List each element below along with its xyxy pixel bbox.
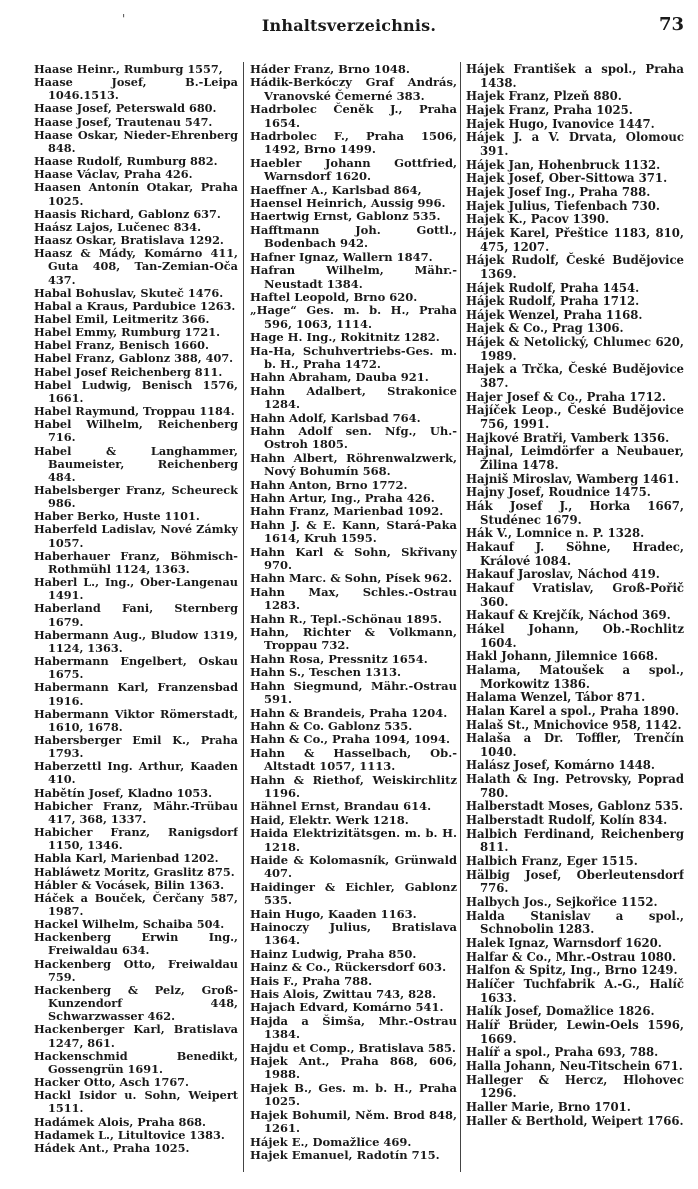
index-entry: Hadrbolec F., Praha 1506, 1492, Brno 1499.: [250, 129, 457, 157]
index-entry: Habal a Kraus, Pardubice 1263.: [34, 298, 236, 313]
index-entry: Hahn Siegmund, Mähr.-Ostrau 591.: [250, 678, 457, 707]
index-entry: Haasen Antonín Otakar, Praha 1025.: [34, 180, 238, 208]
index-entry: Haase Oskar, Nieder-Ehrenberg 848.: [34, 127, 238, 155]
index-entry: Ha-Ha, Schuhvertriebs-Ges. m. b. H., Praha 1472.: [250, 343, 457, 371]
index-entry: Habermann Aug., Bludow 1319, 1124, 1363.: [34, 627, 238, 655]
index-columns: [0, 63, 698, 1183]
index-entry: Hajach Edvard, Komárno 541.: [250, 1000, 444, 1015]
index-entry: Haase Heinr., Rumburg 1557,: [34, 63, 223, 76]
index-entry: Haase Josef, Trautenau 547.: [34, 114, 213, 129]
index-entry: Hahn & Brandeis, Praha 1204.: [250, 705, 448, 720]
index-entry: Hajek Bohumil, Něm. Brod 848, 1261.: [250, 1107, 457, 1136]
index-entry: Hák V., Lomnice n. P. 1328.: [466, 526, 645, 541]
index-entry: Hájek Rudolf, České Budějovice 1369.: [466, 253, 684, 281]
index-entry: Habicher Franz, Mähr.-Trübau 417, 368, 1337.: [34, 798, 238, 826]
index-entry: Habel Franz, Gablonz 388, 407.: [34, 351, 234, 366]
index-entry: Hájek Rudolf, Praha 1454.: [466, 280, 640, 295]
index-entry: Hahn Artur, Ing., Praha 426.: [250, 491, 435, 505]
index-entry: Hahn & Riethof, Weiskirchlitz 1196.: [250, 772, 457, 800]
index-entry: Hajnal, Leimdörfer a Neubauer, Žilina 1478.: [466, 444, 684, 473]
index-entry: Hakl Johann, Jilemnice 1668.: [466, 649, 659, 664]
index-entry: Haller Marie, Brno 1701.: [466, 1099, 631, 1114]
index-entry: Haensel Heinrich, Aussig 996.: [250, 196, 446, 211]
index-entry: Hackenberger Karl, Bratislava 1247, 861.: [34, 1022, 238, 1050]
index-entry: Hahn R., Tepl.-Schönau 1895.: [250, 611, 442, 626]
margin-mark: ': [122, 12, 126, 26]
index-entry: Haebler Johann Gottfried, Warnsdorf 1620.: [250, 155, 457, 184]
index-entry: Hahn Anton, Brno 1772.: [250, 477, 408, 492]
index-entry: Hájek Jan, Hohenbruck 1132.: [466, 157, 661, 172]
index-entry: Halíř Brüder, Lewin-Oels 1596, 1669.: [466, 1017, 684, 1046]
index-entry: Haid, Elektr. Werk 1218.: [250, 812, 409, 827]
index-entry: Hais F., Praha 788.: [250, 973, 373, 988]
index-entry: Hakauf Jaroslav, Náchod 419.: [466, 567, 660, 582]
index-entry: Hackenberg & Pelz, Groß-Kunzendorf 448, Schwarzwasser 462.: [34, 982, 238, 1024]
index-entry: Hajniš Miroslav, Wamberg 1461.: [466, 471, 679, 486]
index-entry: Hahn & Hasselbach, Ob.-Altstadt 1057, 1113.: [250, 745, 457, 774]
index-entry: Hain Hugo, Kaaden 1163.: [250, 906, 417, 921]
index-entry: Habermann Viktor Römerstadt, 1610, 1678.: [34, 706, 238, 734]
index-entry: Hahn Rosa, Pressnitz 1654.: [250, 651, 428, 666]
index-entry: Haber Berko, Huste 1101.: [34, 509, 200, 524]
index-entry: Hais Alois, Zwittau 743, 828.: [250, 987, 437, 1002]
index-entry: Hájek E., Domažlice 469.: [250, 1134, 412, 1149]
index-entry: Halbich Ferdinand, Reichenberg 811.: [466, 826, 684, 855]
index-entry: Hábler & Vocásek, Bilin 1363.: [34, 877, 225, 892]
index-entry: Hajek & Co., Prag 1306.: [466, 321, 624, 336]
index-entry: Hälbig Josef, Oberleutensdorf 776.: [466, 867, 684, 896]
index-entry: Hafftmann Joh. Gottl., Bodenbach 942.: [250, 222, 457, 251]
index-entry: Hák Josef J., Horka 1667, Studénec 1679.: [466, 499, 684, 527]
index-entry: Hádik-Berkóczy Graf András, Vranovské Čemerné 383.: [250, 75, 457, 103]
index-entry: Halda Stanislav a spol., Schnobolin 1283.: [466, 908, 684, 937]
index-entry: Habermann Karl, Franzensbad 1916.: [34, 680, 238, 708]
index-entry: Halan Karel a spol., Praha 1890.: [466, 703, 680, 718]
index-entry: Hahn Max, Schles.-Ostrau 1283.: [250, 584, 457, 613]
index-entry: Hahn Abraham, Dauba 921.: [250, 370, 429, 385]
index-entry: Háder Franz, Brno 1048.: [250, 63, 410, 76]
index-entry: Hájek Wenzel, Praha 1168.: [466, 307, 643, 322]
index-entry: Hahn Karl & Sohn, Skřivany 970.: [250, 544, 457, 573]
index-entry: Halaš St., Mnichovice 958, 1142.: [466, 717, 682, 732]
index-entry: Hajíček Leop., České Budějovice 756, 1991.: [466, 403, 684, 432]
index-entry: Hajek B., Ges. m. b. H., Praha 1025.: [250, 1080, 457, 1109]
index-entry: Haase Josef, Peterswald 680.: [34, 101, 217, 116]
index-entry: Habermann Engelbert, Oskau 1675.: [34, 654, 238, 682]
index-entry: Halíčer Tuchfabrik A.-G., Halíč 1633.: [466, 976, 684, 1005]
index-entry: Habel Emmy, Rumburg 1721.: [34, 325, 220, 340]
index-entry: Hackenschmid Benedikt, Gossengrün 1691.: [34, 1048, 238, 1076]
index-entry: Haasz & Mády, Komárno 411, Guta 408, Tan-Zemian-Oča 437.: [34, 246, 238, 287]
index-entry: Haberl L., Ing., Ober-Langenau 1491.: [34, 575, 238, 603]
index-entry: Hadámek Alois, Praha 868.: [34, 1114, 206, 1129]
index-entry: Halíř a spol., Praha 693, 788.: [466, 1045, 659, 1060]
index-entry: Hajek Emanuel, Radotín 715.: [250, 1147, 440, 1162]
index-entry: Hainz Ludwig, Praha 850.: [250, 946, 417, 961]
index-entry: Halberstadt Rudolf, Kolín 834.: [466, 813, 668, 828]
index-entry: Hajek K., Pacov 1390.: [466, 212, 610, 227]
index-column-2: [250, 63, 457, 1183]
index-entry: Halbich Franz, Eger 1515.: [466, 854, 638, 869]
index-column-1: [34, 63, 238, 1183]
index-entry: Haida Elektrizitätsgen. m. b. H. 1218.: [250, 826, 457, 854]
index-entry: Hajny Josef, Roudnice 1475.: [466, 485, 651, 500]
index-entry: Hahn, Richter & Volkmann, Troppau 732.: [250, 625, 457, 653]
index-entry: Hackenberg Otto, Freiwaldau 759.: [34, 956, 238, 984]
index-entry: Hájek Karel, Přeštice 1183, 810, 475, 1207.: [466, 225, 684, 254]
index-entry: Halama Wenzel, Tábor 871.: [466, 690, 646, 705]
index-entry: Halbych Jos., Sejkořice 1152.: [466, 895, 658, 910]
index-entry: Haberland Fani, Sternberg 1679.: [34, 601, 238, 629]
index-entry: Hájek František a spol., Praha 1438.: [466, 63, 684, 90]
index-entry: Hakauf J. Söhne, Hradec, Králové 1084.: [466, 539, 684, 568]
index-entry: Habel & Langhammer, Baumeister, Reichenberg 484.: [34, 443, 238, 484]
index-entry: Habal Bohuslav, Skuteč 1476.: [34, 285, 224, 300]
page-number: 73: [658, 14, 684, 35]
index-entry: Haasz Oskar, Bratislava 1292.: [34, 233, 224, 248]
index-entry: Hähnel Ernst, Brandau 614.: [250, 799, 432, 814]
index-entry: Halek Ignaz, Warnsdorf 1620.: [466, 936, 662, 950]
index-entry: Haeffner A., Karlsbad 864,: [250, 182, 422, 197]
index-entry: Haftel Leopold, Brno 620.: [250, 289, 418, 304]
index-entry: Hacker Otto, Asch 1767.: [34, 1075, 189, 1090]
index-entry: Hainz & Co., Rückersdorf 603.: [250, 960, 447, 975]
index-entry: Habicher Franz, Ranigsdorf 1150, 1346.: [34, 825, 238, 853]
index-entry: Haertwig Ernst, Gablonz 535.: [250, 209, 441, 224]
index-entry: Habersberger Emil K., Praha 1793.: [34, 732, 238, 761]
index-entry: Hainoczy Julius, Bratislava 1364.: [250, 920, 457, 948]
index-entry: Hajek Julius, Tiefenbach 730.: [466, 198, 660, 213]
index-entry: Haidinger & Eichler, Gablonz 535.: [250, 879, 457, 908]
index-entry: „Hage“ Ges. m. b. H., Praha 596, 1063, 1114.: [250, 303, 457, 331]
index-entry: Haase Josef, B.-Leipa 1046.1513.: [34, 75, 238, 103]
index-entry: Hádek Ant., Praha 1025.: [34, 1140, 190, 1155]
index-entry: Habel Emil, Leitmeritz 366.: [34, 311, 210, 326]
index-entry: Hahn Marc. & Sohn, Písek 962.: [250, 571, 453, 586]
index-entry: Halla Johann, Neu-Titschein 671.: [466, 1058, 683, 1073]
index-entry: Hakauf & Krejčík, Náchod 369.: [466, 608, 671, 623]
index-entry: Hajda a Šimša, Mhr.-Ostrau 1384.: [250, 1013, 457, 1042]
index-entry: Hajek a Trčka, České Budějovice 387.: [466, 362, 684, 391]
index-entry: Halama, Matoušek a spol., Morkowitz 1386.: [466, 662, 684, 691]
index-entry: Halath & Ing. Petrovsky, Poprad 780.: [466, 772, 684, 800]
index-entry: Hackenberg Erwin Ing., Freiwaldau 634.: [34, 930, 238, 958]
index-entry: Haász Lajos, Lučenec 834.: [34, 219, 202, 234]
index-entry: Halberstadt Moses, Gablonz 535.: [466, 799, 684, 814]
index-entry: Hackel Wilhelm, Schaiba 504.: [34, 917, 225, 932]
index-entry: Habláwetz Moritz, Graslitz 875.: [34, 864, 235, 879]
index-entry: Hahn Adalbert, Strakonice 1284.: [250, 383, 457, 412]
index-entry: Hajek Hugo, Ivanovice 1447.: [466, 116, 655, 131]
index-entry: Habel Josef Reichenberg 811.: [34, 364, 223, 379]
index-entry: Halleger & Hercz, Hlohovec 1296.: [466, 1072, 684, 1101]
index-entry: Haase Václav, Praha 426.: [34, 167, 193, 182]
index-entry: Habel Ludwig, Benisch 1576, 1661.: [34, 377, 238, 405]
index-entry: Halfar & Co., Mhr.-Ostrau 1080.: [466, 949, 677, 964]
index-entry: Hajdu et Comp., Bratislava 585.: [250, 1040, 456, 1055]
index-entry: Hafran Wilhelm, Mähr.-Neustadt 1384.: [250, 263, 457, 291]
index-entry: Hackl Isidor u. Sohn, Weipert 1511.: [34, 1088, 238, 1116]
index-entry: Hajek Ant., Praha 868, 606, 1988.: [250, 1054, 457, 1082]
index-entry: Habětín Josef, Kladno 1053.: [34, 785, 213, 800]
index-entry: Habel Franz, Benisch 1660.: [34, 338, 209, 353]
index-entry: Haberfeld Ladislav, Nové Zámky 1057.: [34, 522, 238, 550]
index-entry: Hahn Adolf sen. Nfg., Uh.-Ostroh 1805.: [250, 423, 457, 452]
index-entry: Hájek Rudolf, Praha 1712.: [466, 294, 640, 309]
index-entry: Hafner Ignaz, Wallern 1847.: [250, 249, 433, 264]
index-entry: Hahn Franz, Marienbad 1092.: [250, 504, 444, 519]
index-entry: Hahn & Co., Praha 1094, 1094.: [250, 732, 451, 747]
index-entry: Halík Josef, Domažlice 1826.: [466, 1004, 655, 1019]
index-entry: Haide & Kolomasník, Grünwald 407.: [250, 852, 457, 881]
index-entry: Habel Wilhelm, Reichenberg 716.: [34, 417, 238, 445]
page-title: Inhaltsverzeichnis.: [261, 16, 437, 35]
index-entry: Hákel Johann, Ob.-Rochlitz 1604.: [466, 621, 684, 650]
index-entry: Hahn Albert, Röhrenwalzwerk, Nový Bohumín 568.: [250, 450, 457, 479]
index-entry: Hahn J. & E. Kann, Stará-Paka 1614, Kruh 1595.: [250, 517, 457, 546]
index-entry: Hajek Josef, Ober-Sittowa 371.: [466, 171, 668, 186]
index-entry: Háček a Bouček, Čerčany 587, 1987.: [34, 890, 238, 918]
index-entry: Halász Josef, Komárno 1448.: [466, 758, 655, 773]
index-entry: Habelsberger Franz, Scheureck 986.: [34, 483, 238, 511]
index-entry: Haasis Richard, Gablonz 637.: [34, 206, 221, 221]
index-entry: Hájek & Netolický, Chlumec 620, 1989.: [466, 335, 684, 363]
index-entry: Habel Raymund, Troppau 1184.: [34, 404, 235, 419]
index-entry: Halfon & Spitz, Ing., Brno 1249.: [466, 963, 678, 978]
index-entry: Haase Rudolf, Rumburg 882.: [34, 154, 218, 169]
index-column-3: [466, 63, 684, 1183]
index-entry: Hahn Adolf, Karlsbad 764.: [250, 410, 421, 425]
index-entry: Haller & Berthold, Weipert 1766.: [466, 1113, 684, 1128]
page-header: [0, 14, 698, 44]
index-entry: Hadrbolec Čeněk J., Praha 1654.: [250, 102, 457, 130]
index-entry: Haberzettl Ing. Arthur, Kaaden 410.: [34, 759, 238, 787]
index-entry: Hajek Franz, Praha 1025.: [466, 102, 633, 117]
index-entry: Hajek Josef Ing., Praha 788.: [466, 184, 651, 199]
index-entry: Habla Karl, Marienbad 1202.: [34, 851, 219, 866]
index-entry: Hajkové Bratři, Vamberk 1356.: [466, 430, 670, 445]
index-entry: Hájek J. a V. Drvata, Olomouc 391.: [466, 130, 684, 158]
index-entry: Hadamek L., Litultovice 1383.: [34, 1127, 225, 1142]
index-entry: Hajer Josef & Co., Praha 1712.: [466, 389, 666, 404]
index-entry: Hajek Franz, Plzeň 880.: [466, 89, 622, 104]
index-entry: Hahn S., Teschen 1313.: [250, 665, 402, 680]
index-entry: Halaša a Dr. Toffler, Trenčín 1040.: [466, 731, 684, 759]
index-entry: Haberhauer Franz, Böhmisch-Rothmühl 1124, 1363.: [34, 548, 238, 576]
index-entry: Hahn & Co. Gablonz 535.: [250, 718, 413, 733]
index-entry: Hage H. Ing., Rokitnitz 1282.: [250, 330, 440, 345]
index-entry: Hakauf Vratislav, Groß-Pořič 360.: [466, 580, 684, 609]
